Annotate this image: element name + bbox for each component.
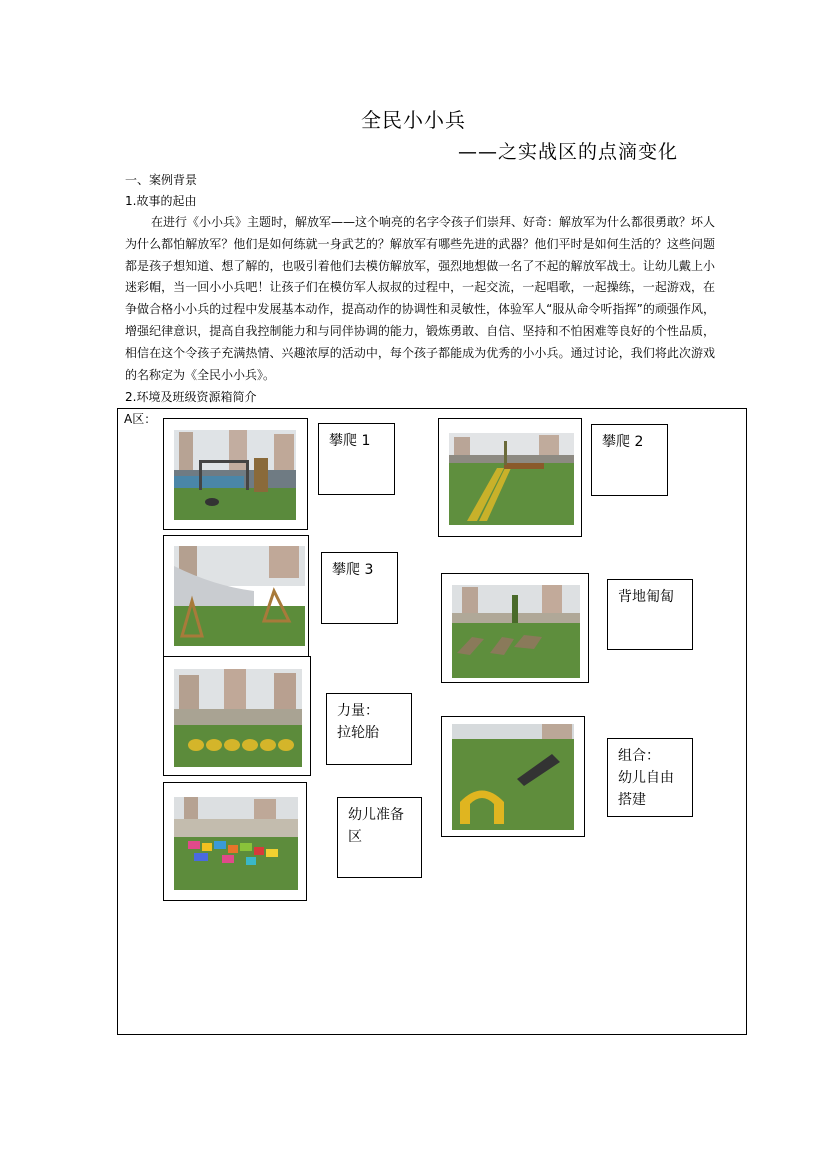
label-combo-text: 组合： 幼儿自由 搭建	[618, 748, 674, 808]
section-heading-environment: 2.环境及班级资源箱简介	[125, 390, 257, 404]
photo-frame-prep	[163, 782, 307, 901]
label-combo	[607, 738, 693, 817]
label-strength	[326, 693, 412, 765]
section-heading-background: 一、案例背景	[125, 173, 198, 187]
photo-combo	[452, 724, 574, 830]
photo-climb3	[174, 546, 305, 646]
photo-frame-climb2	[438, 418, 582, 537]
photo-frame-tires	[163, 656, 311, 776]
label-strength-text: 力量： 拉轮胎	[337, 703, 379, 741]
section-heading-origin: 1.故事的起由	[125, 194, 197, 208]
label-climb2: 攀爬 2	[591, 424, 668, 496]
label-prep-text: 幼儿准备 区	[348, 807, 404, 845]
label-crawl: 背地匍匐	[607, 579, 693, 650]
zone-label: A区：	[124, 412, 157, 426]
photo-frame-crawl	[441, 573, 589, 683]
photo-frame-combo	[441, 716, 585, 837]
photo-frame-climb1	[163, 418, 308, 530]
document-subtitle: ——之实战区的点滴变化	[458, 141, 679, 163]
story-paragraph: 在进行《小小兵》主题时，解放军——这个响亮的名字令孩子们崇拜、好奇：解放军为什么都很勇敢？坏人为什么都怕解放军？他们是如何练就一身武艺的？解放军有哪些先进的武器？他们平时是如何生活的？这些问题都是孩子想知道、想了解的，也吸引着他们去模仿解放军，强烈地想做一名了不起的解放军战士。让幼儿戴上小迷彩帽，当一回小小兵吧！让孩子们在模仿军人叔叔的过程中，一起交流，一起唱歌，一起操练，一起游戏，在争做合格小小兵的过程中发展基本动作，提高动作的协调性和灵敏性，体验军人“服从命令听指挥”的顽强作风，增强纪律意识，提高自我控制能力和与同伴协调的能力，锻炼勇敢、自信、坚持和不怕困难等良好的个性品质，相信在这个令孩子充满热情、兴趣浓厚的活动中，每个孩子都能成为优秀的小小兵。通过讨论，我们将此次游戏的名称定为《全民小小兵》。	[125, 215, 716, 382]
photo-tires	[174, 669, 302, 767]
document-title: 全民小小兵	[361, 108, 466, 132]
photo-prep	[174, 797, 298, 890]
photo-crawl	[452, 585, 580, 678]
label-prep	[337, 797, 422, 878]
label-climb3: 攀爬 3	[321, 552, 398, 624]
label-climb1: 攀爬 1	[318, 423, 395, 495]
photo-climb1	[174, 430, 296, 520]
photo-frame-climb3	[163, 535, 309, 658]
photo-climb2	[449, 433, 574, 525]
